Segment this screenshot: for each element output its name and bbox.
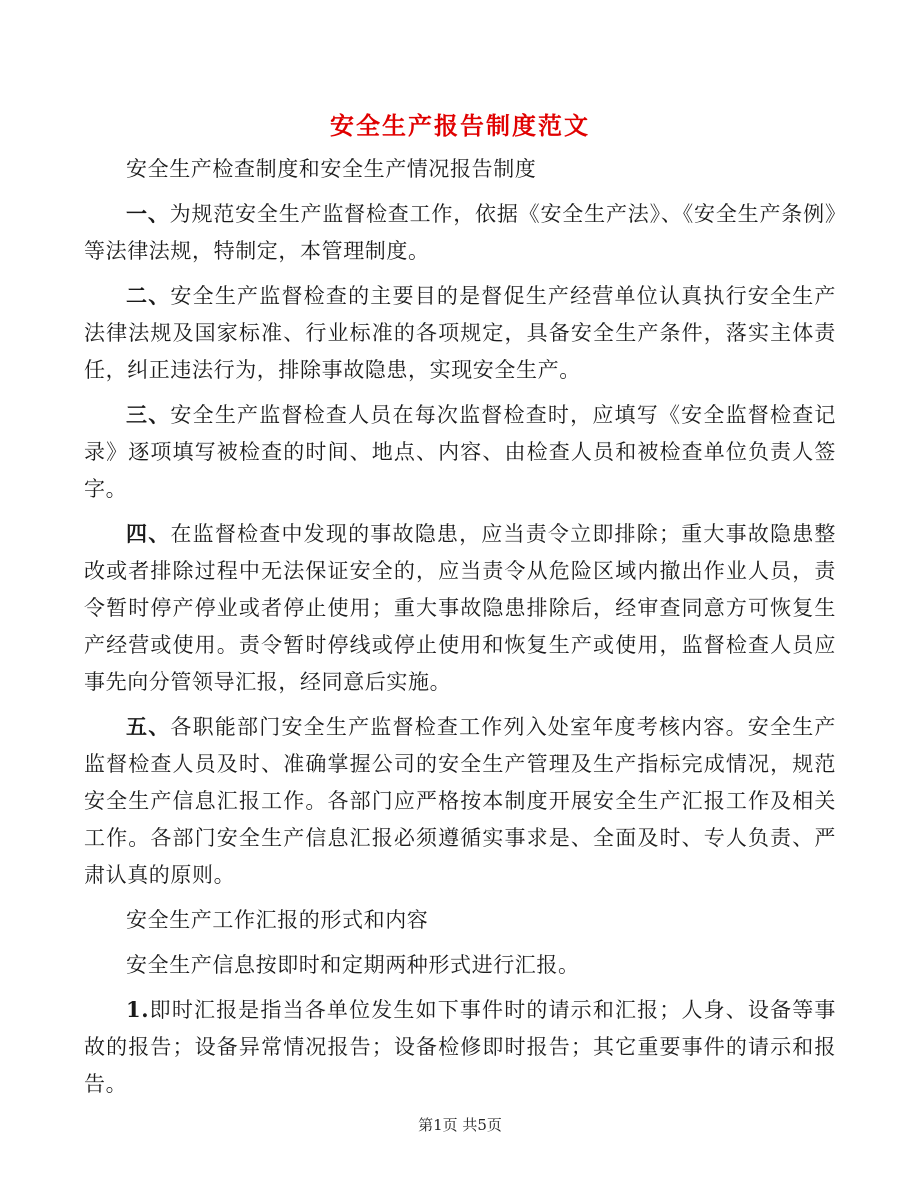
document-body (84, 150, 836, 1103)
paragraph-text: 安全生产工作汇报的形式和内容 (126, 908, 429, 932)
paragraph-0 (84, 150, 836, 188)
paragraph-2 (84, 277, 836, 389)
paragraph-text: 安全生产监督检查人员在每次监督检查时，应填写《安全监督检查记录》逐项填写被检查的时间、地点、内容、由检查人员和被检查单位负责人签字。 (84, 403, 837, 501)
paragraph-lead: 三、 (126, 402, 171, 427)
paragraph-4 (84, 515, 836, 701)
paragraph-text: 安全生产监督检查的主要目的是督促生产经营单位认真执行安全生产法律法规及国家标准、行业标准的各项规定，具备安全生产条件，落实主体责任，纠正违法行为，排除事故隐患，实现安全生产。 (84, 284, 837, 382)
paragraph-text: 为规范安全生产监督检查工作，依据《安全生产法》、《安全生产条例》等法律法规，特制定，本管理制度。 (84, 202, 837, 263)
paragraph-text: 安全生产信息按即时和定期两种形式进行汇报。 (126, 953, 580, 977)
paragraph-1 (84, 195, 836, 270)
paragraph-lead: 一、 (126, 201, 170, 226)
document-title: 安全生产报告制度范文 (330, 112, 590, 140)
paragraph-3 (84, 396, 836, 508)
paragraph-lead: 五、 (126, 714, 171, 739)
paragraph-8 (84, 991, 836, 1103)
paragraph-6 (84, 901, 836, 939)
paragraph-lead: 1. (126, 997, 150, 1022)
paragraph-5 (84, 708, 836, 894)
paragraph-7 (84, 946, 836, 984)
paragraph-text: 各职能部门安全生产监督检查工作列入处室年度考核内容。安全生产监督检查人员及时、准确掌握公司的安全生产管理及生产指标完成情况，规范安全生产信息汇报工作。各部门应严格按本制度开展安全生产汇报工作及相关工作。各部门安全生产信息汇报必须遵循实事求是、全面及时、专人负责、严肃认真的原则。 (84, 715, 837, 887)
paragraph-text: 安全生产检查制度和安全生产情况报告制度 (126, 157, 537, 181)
paragraph-text: 即时汇报是指当各单位发生如下事件时的请示和汇报；人身、设备等事故的报告；设备异常情况报告；设备检修即时报告；其它重要事件的请示和报告。 (84, 998, 836, 1096)
paragraph-text: 在监督检查中发现的事故隐患，应当责令立即排除；重大事故隐患整改或者排除过程中无法保证安全的，应当责令从危险区域内撤出作业人员，责令暂时停产停业或者停止使用；重大事故隐患排除后，经审查同意方可恢复生产经营或使用。责令暂时停线或停止使用和恢复生产或使用，监督检查人员应事先向分管领导汇报，经同意后实施。 (84, 522, 837, 694)
paragraph-lead: 四、 (126, 521, 171, 546)
paragraph-lead: 二、 (126, 283, 171, 308)
page-number: 第1页 共5页 (418, 1116, 502, 1134)
